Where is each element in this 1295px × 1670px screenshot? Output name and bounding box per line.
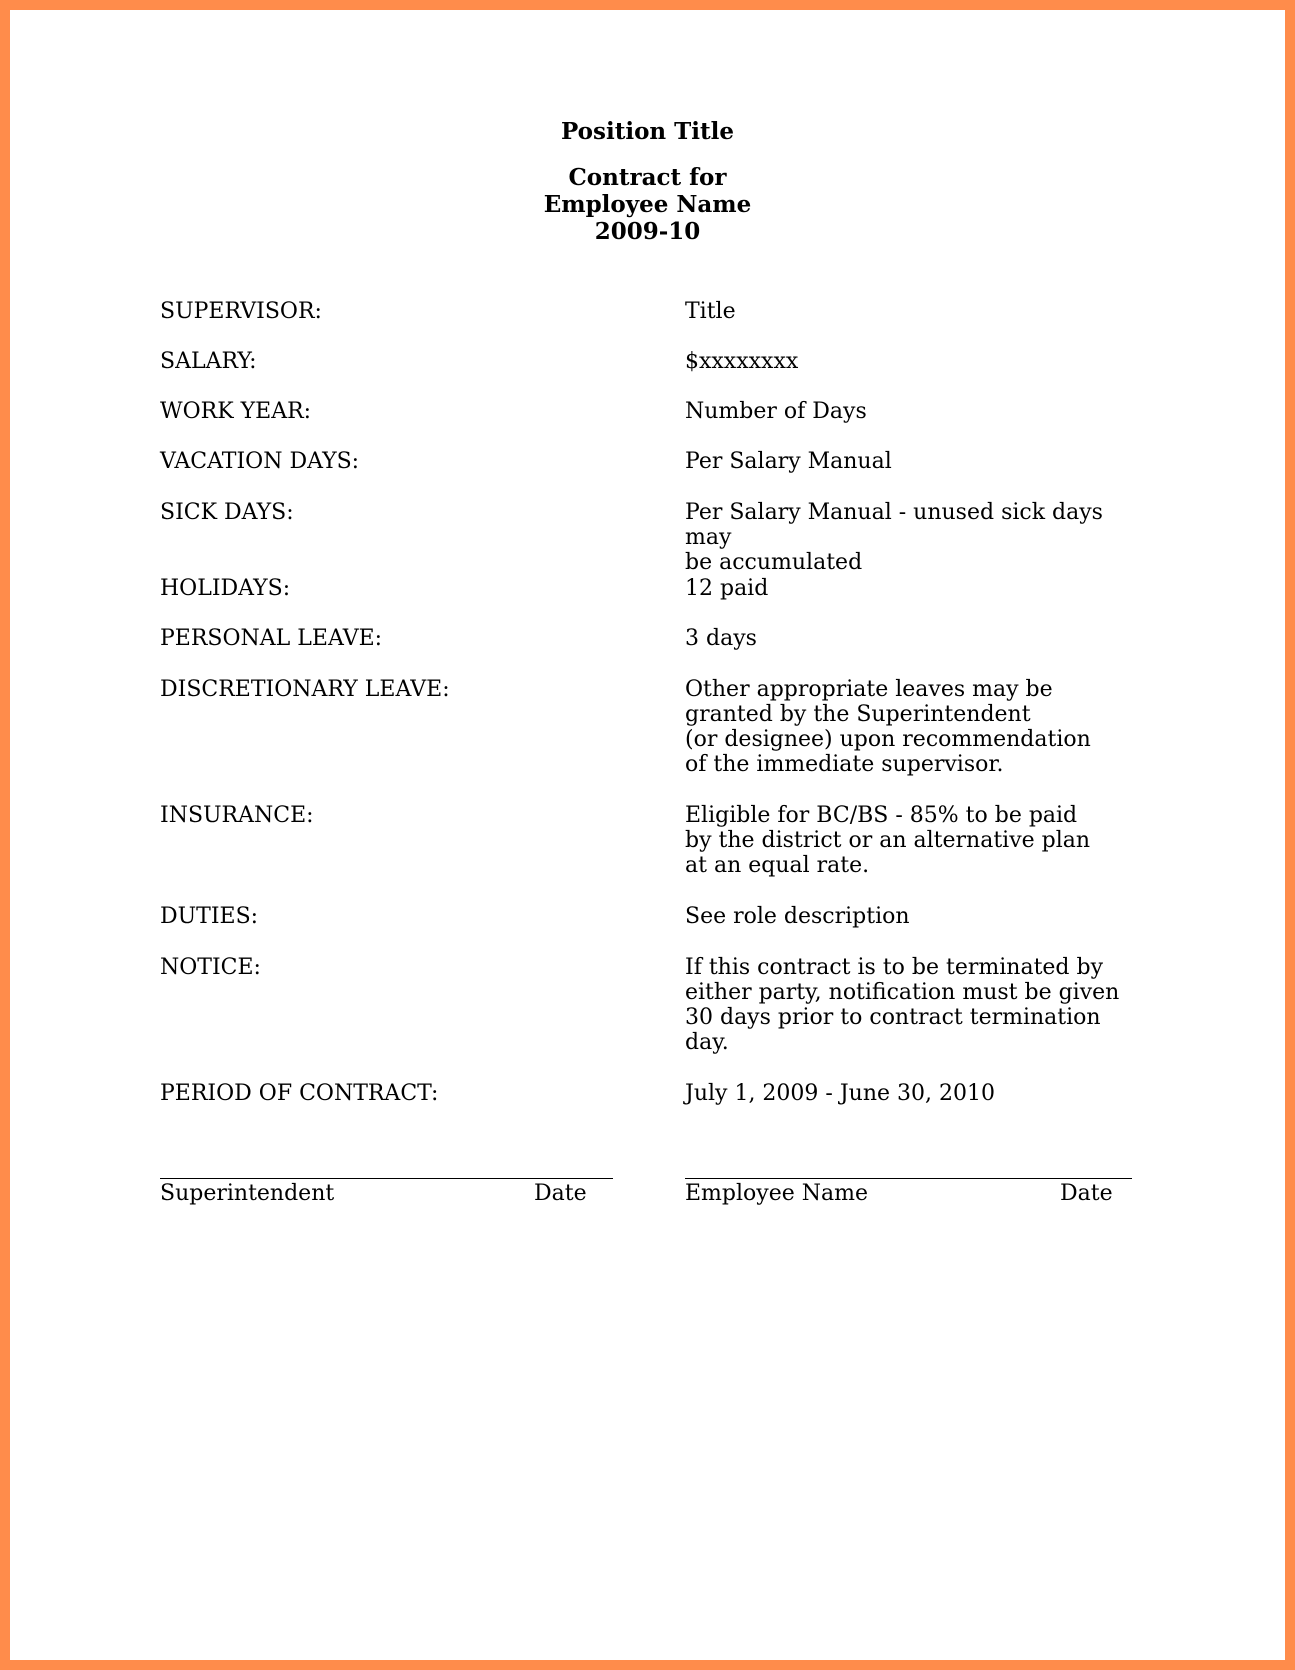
term-value: Title bbox=[685, 299, 736, 324]
signature-date-label: Date bbox=[1060, 1181, 1113, 1206]
term-value: 3 days bbox=[685, 626, 757, 651]
term-value: Number of Days bbox=[685, 399, 867, 424]
position-title: Position Title bbox=[561, 118, 734, 145]
term-value: See role description bbox=[685, 904, 910, 929]
contract-year: 2009-10 bbox=[594, 218, 701, 245]
term-value: Other appropriate leaves may be granted by the Superintendent (or designee) upon recommendation of the immediate supervisor. bbox=[685, 677, 1091, 777]
term-label: DUTIES: bbox=[160, 904, 259, 929]
signature-block-superintendent bbox=[160, 1160, 613, 1207]
term-label: DISCRETIONARY LEAVE: bbox=[160, 677, 450, 702]
term-value: July 1, 2009 - June 30, 2010 bbox=[685, 1081, 995, 1106]
signature-line[interactable] bbox=[160, 1160, 613, 1179]
signature-date-label: Date bbox=[534, 1181, 587, 1206]
term-value: $xxxxxxxx bbox=[685, 349, 799, 374]
employee-name-heading: Employee Name bbox=[543, 191, 752, 218]
term-label: SALARY: bbox=[160, 349, 257, 374]
contract-header bbox=[0, 118, 1295, 245]
term-label: VACATION DAYS: bbox=[160, 449, 360, 474]
term-label: NOTICE: bbox=[160, 955, 261, 980]
term-value: Per Salary Manual - unused sick days may be accumulated bbox=[685, 500, 1103, 575]
signature-name-label: Superintendent bbox=[160, 1181, 335, 1206]
term-value: If this contract is to be terminated by either party, notification must be given 30 days prior to contract termination day. bbox=[685, 955, 1120, 1055]
term-value: 12 paid bbox=[685, 576, 769, 601]
signature-block-employee bbox=[685, 1160, 1132, 1207]
term-value: Eligible for BC/BS - 85% to be paid by the district or an alternative plan at an equal rate. bbox=[685, 803, 1091, 878]
term-label: WORK YEAR: bbox=[160, 399, 312, 424]
term-label: SICK DAYS: bbox=[160, 500, 294, 525]
signature-name-label: Employee Name bbox=[685, 1181, 868, 1206]
term-value: Per Salary Manual bbox=[685, 449, 892, 474]
term-label: INSURANCE: bbox=[160, 803, 314, 828]
term-label: PERIOD OF CONTRACT: bbox=[160, 1081, 439, 1106]
signature-line[interactable] bbox=[685, 1160, 1132, 1179]
term-label: SUPERVISOR: bbox=[160, 299, 322, 324]
contract-for-line: Contract for bbox=[568, 164, 727, 191]
term-label: PERSONAL LEAVE: bbox=[160, 626, 383, 651]
term-label: HOLIDAYS: bbox=[160, 576, 291, 601]
